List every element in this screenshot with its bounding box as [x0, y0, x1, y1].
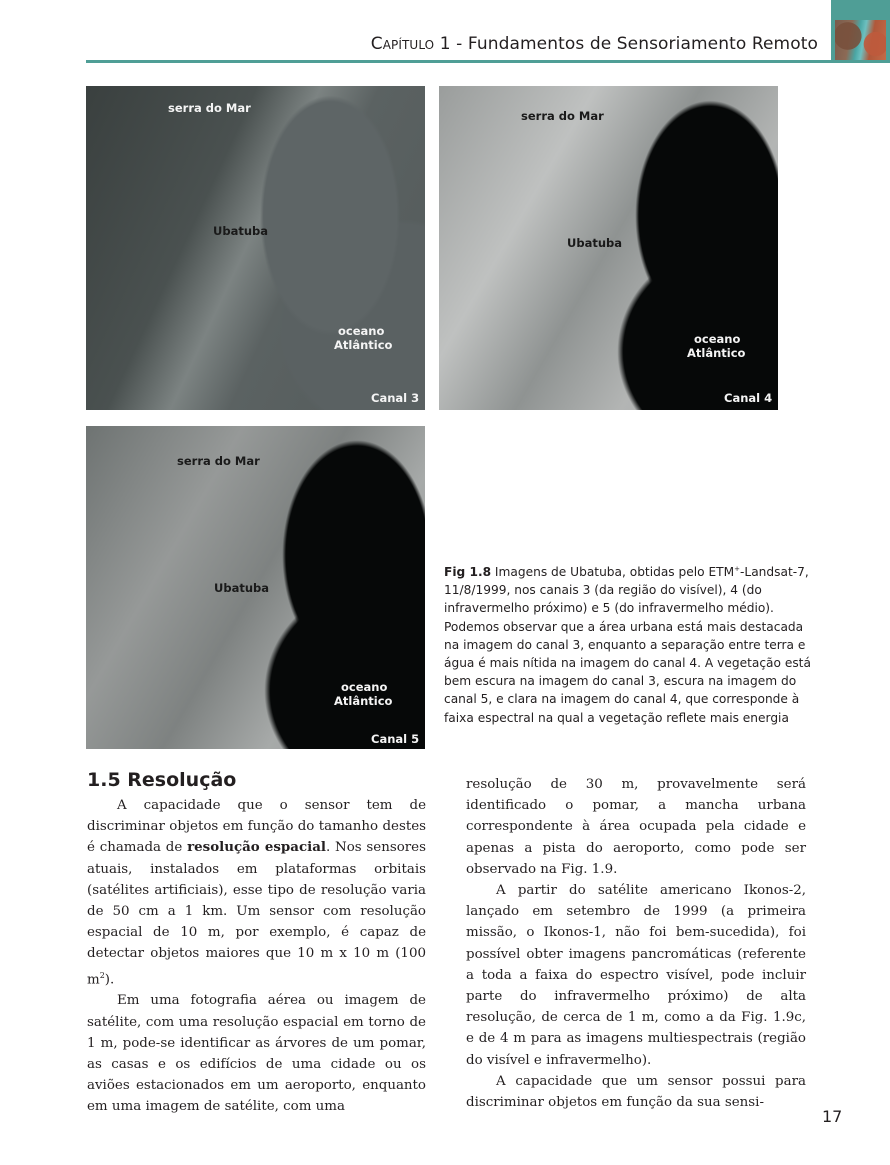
label-oceano: oceano [338, 324, 385, 338]
paragraph: A partir do satélite americano Ikonos-2, lançado em setembro de 1999 (a primeira missão, o Ikonos-1, não foi bem-sucedida), foi possível obter imagens pancromáticas (referente a toda a faixa do espectro visível, pode incluir parte do infravermelho próximo) de alta resolução, de cerca de 1 m, como a da Fig. 1.9c, e de 4 m para as imagens multiespectrais (região do visível e infravermelho). [466, 883, 806, 1068]
figure-label: Fig 1.8 [444, 565, 492, 580]
label-atlantico: Atlântico [687, 346, 746, 360]
label-atlantico: Atlântico [334, 694, 393, 708]
section-heading: 1.5 Resolução [87, 769, 237, 791]
caption-text: Imagens de Ubatuba, obtidas pelo ETM [491, 565, 735, 580]
chapter-label: Capítulo [370, 34, 435, 54]
label-ubatuba: Ubatuba [567, 236, 623, 250]
label-oceano: oceano [694, 332, 741, 346]
satellite-image-canal-3 [86, 86, 425, 410]
figure-caption [444, 560, 814, 727]
header-rule [86, 60, 831, 63]
paragraph [87, 795, 426, 990]
label-channel: Canal 4 [724, 391, 773, 405]
satellite-image-canal-4 [439, 86, 778, 410]
caption-superscript: + [734, 565, 741, 573]
running-header [371, 34, 818, 54]
label-oceano: oceano [341, 680, 388, 694]
bold-term: resolução espacial [187, 839, 326, 856]
label-atlantico: Atlântico [334, 338, 393, 352]
label-ubatuba: Ubatuba [214, 581, 270, 595]
label-channel: Canal 3 [371, 391, 420, 405]
label-serra-do-mar: serra do Mar [168, 101, 251, 115]
label-serra-do-mar: serra do Mar [177, 454, 260, 468]
page-number: 17 [822, 1107, 843, 1126]
chapter-thumbnail-image [835, 20, 886, 60]
satellite-image-canal-5 [86, 426, 425, 749]
paragraph-text: A capacidade que o sensor tem de discriminar objetos em função do tamanho destes é chamada de [87, 798, 426, 856]
body-column-left [87, 795, 426, 1118]
paragraph-continued: resolução de 30 m, provavelmente será identificado o pomar, a mancha urbana correspondente à área ocupada pela cidade e apenas a pista do aeroporto, como pode ser observado na Fig. 1.9. [466, 777, 806, 877]
paragraph: Em uma fotografia aérea ou imagem de satélite, com uma resolução espacial em torno de 1 m, pode-se identificar as árvores de um pomar, as casas e os edifícios de uma cidade ou os aviões estacionados em um aeroporto, enquanto em uma imagem de satélite, com uma [87, 993, 426, 1115]
paragraph: A capacidade que um sensor possui para discriminar objetos em função da sua sensi- [466, 1073, 806, 1111]
label-serra-do-mar: serra do Mar [521, 109, 604, 123]
superscript: 2 [99, 970, 105, 980]
label-ubatuba: Ubatuba [213, 224, 269, 238]
caption-text-cont: -Landsat-7, 11/8/1999, nos canais 3 (da região do visível), 4 (do infravermelho próximo) e 5 (do infravermelho médio). Podemos observar que a área urbana está mais destacada na imagem do canal 3, enquanto a separação entre terra e água é mais nítida na imagem do canal 4. A vegetação está bem escura na imagem do canal 3, escura na imagem do canal 5, e clara na imagem do canal 4, que corresponde à faixa espectral na qual a vegetação reflete mais energia [444, 565, 811, 725]
paragraph-text: ). [104, 972, 115, 988]
paragraph-text: . Nos sensores atuais, instalados em plataformas orbitais (satélites artificiais), esse tipo de resolução varia de 50 cm a 1 km. Um sensor com resolução espacial de 10 m, por exemplo, é capaz de detectar objetos maiores que 10 m x 10 m (100 m [87, 840, 426, 988]
chapter-title: 1 - Fundamentos de Sensoriamento Remoto [434, 34, 818, 54]
label-channel: Canal 5 [371, 732, 420, 746]
body-column-right [466, 774, 806, 1113]
